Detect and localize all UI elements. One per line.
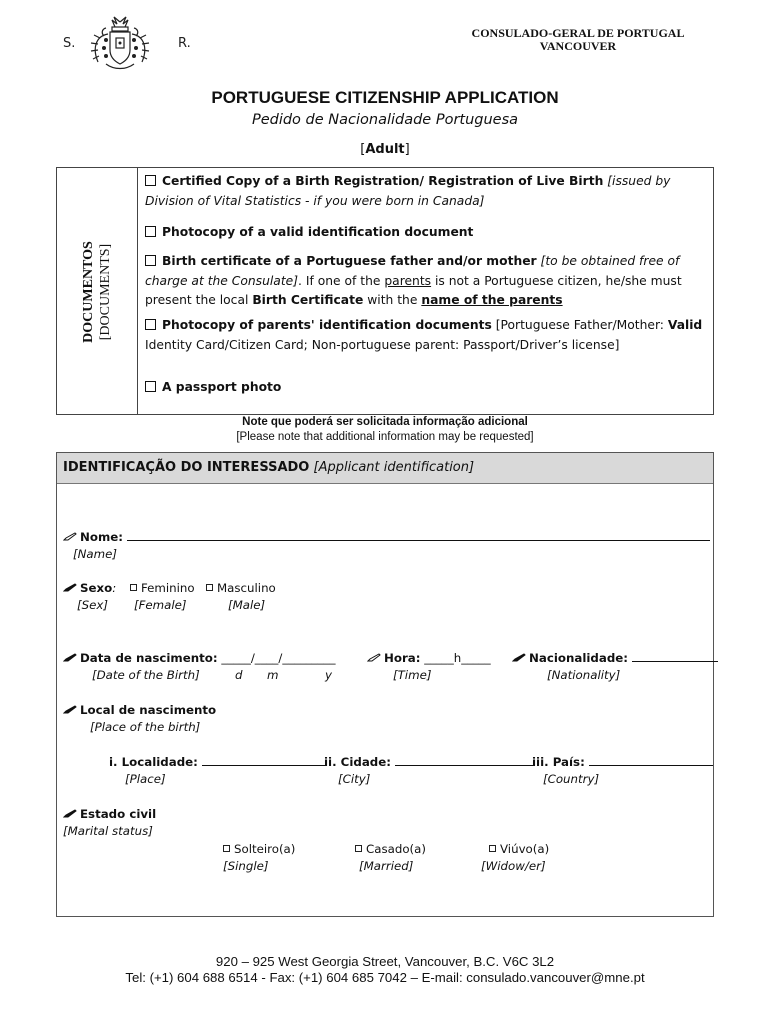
locality-label: i. Localidade: xyxy=(109,755,198,769)
single-label: Solteiro(a) xyxy=(234,842,296,856)
pencil-icon xyxy=(367,653,381,662)
married-option[interactable] xyxy=(355,842,426,857)
city-label-en: [City] xyxy=(338,772,371,786)
additional-info-note-pt: Note que poderá ser solicitada informação adicional xyxy=(242,416,528,428)
sex-label-en: [Sex] xyxy=(77,598,108,612)
item-note: [issued by Division of Vital Statistics - if you were born in Canada] xyxy=(145,174,671,208)
single-label-en: [Single] xyxy=(223,859,269,873)
bracket-open: [ xyxy=(360,142,366,157)
widow-label-en: [Widow/er] xyxy=(481,859,546,873)
widow-label: Viúvo(a) xyxy=(500,842,550,856)
sex-label-row xyxy=(63,581,116,596)
birth-date-field xyxy=(63,651,335,666)
widow-option[interactable] xyxy=(489,842,549,857)
female-label-en: [Female] xyxy=(134,598,187,612)
documents-side-cell xyxy=(57,168,138,414)
female-checkbox[interactable] xyxy=(130,584,137,591)
birth-time-field xyxy=(367,651,491,666)
marital-status-label: Estado civil xyxy=(80,807,157,821)
single-checkbox[interactable] xyxy=(223,845,230,852)
birth-date-month-hint: m xyxy=(267,668,279,682)
coat-of-arms-icon xyxy=(88,14,152,74)
document-item-id-photocopy xyxy=(145,223,711,243)
birthplace-heading xyxy=(63,703,216,718)
married-checkbox[interactable] xyxy=(355,845,362,852)
documents-label-pt: DOCUMENTOS xyxy=(81,241,96,343)
checkbox[interactable] xyxy=(145,175,156,186)
section-title-en: [Applicant identification] xyxy=(313,460,475,475)
document-item-birth-registration xyxy=(145,172,711,211)
pencil-icon xyxy=(512,653,526,662)
locality-label-en: [Place] xyxy=(125,772,166,786)
item-text-bold: Valid xyxy=(667,318,703,332)
nationality-field xyxy=(512,651,718,666)
consulate-heading xyxy=(448,27,708,53)
locality-input-line[interactable] xyxy=(202,755,326,766)
sex-colon: : xyxy=(112,581,117,595)
pencil-icon xyxy=(63,583,77,592)
document-item-parent-birth-certificate xyxy=(145,252,711,311)
item-title: Photocopy of parents' identification documents xyxy=(162,318,492,332)
widow-checkbox[interactable] xyxy=(489,845,496,852)
birth-time-label: Hora: xyxy=(384,651,421,665)
documents-side-label xyxy=(80,241,114,343)
section-title: IDENTIFICAÇÃO DO INTERESSADO xyxy=(63,460,310,475)
applicant-identification-section xyxy=(56,452,714,917)
item-title: Certified Copy of a Birth Registration/ Registration of Live Birth xyxy=(162,174,604,188)
checkbox[interactable] xyxy=(145,226,156,237)
item-title: Birth certificate of a Portuguese father and/or mother xyxy=(162,254,537,268)
page-subtitle: Pedido de Nacionalidade Portuguesa xyxy=(251,112,519,128)
item-text: with the xyxy=(363,293,422,307)
additional-info-note-en: [Please note that additional information may be requested] xyxy=(236,431,534,443)
pencil-icon xyxy=(63,653,77,662)
documents-label-en: [DOCUMENTS] xyxy=(98,243,113,341)
page-title: PORTUGUESE CITIZENSHIP APPLICATION xyxy=(211,88,559,107)
item-text: . If one of the xyxy=(298,273,385,288)
country-field xyxy=(532,755,713,770)
city-input-line[interactable] xyxy=(395,755,533,766)
bracket-close: ] xyxy=(404,142,410,157)
single-option[interactable] xyxy=(223,842,295,857)
male-checkbox[interactable] xyxy=(206,584,213,591)
item-text: Identity Card/Citizen Card; Non-portuguese parent: Passport/Driver’s license] xyxy=(145,337,620,352)
item-text-bold: Birth Certificate xyxy=(252,293,364,307)
birth-date-input[interactable]: _____/____/_________ xyxy=(221,651,336,665)
name-label: Nome: xyxy=(80,530,123,544)
checkbox[interactable] xyxy=(145,319,156,330)
document-item-parents-id xyxy=(145,316,711,355)
checkbox[interactable] xyxy=(145,381,156,392)
birthplace-label: Local de nascimento xyxy=(80,703,217,717)
nationality-input-line[interactable] xyxy=(632,651,718,662)
city-field xyxy=(324,755,533,770)
item-title: Photocopy of a valid identification document xyxy=(162,225,474,239)
country-input-line[interactable] xyxy=(589,755,713,766)
female-option[interactable] xyxy=(130,581,195,596)
item-text: is not a Portuguese citizen, he/she must present the local xyxy=(145,273,682,307)
consulate-address: 920 – 925 West Georgia Street, Vancouver, B.C. V6C 3L2 xyxy=(215,954,555,969)
male-label-en: [Male] xyxy=(228,598,266,612)
seal-letter-s: S. xyxy=(63,36,76,51)
city-label: ii. Cidade: xyxy=(324,755,391,769)
name-label-en: [Name] xyxy=(73,547,118,561)
birth-time-label-en: [Time] xyxy=(393,668,432,682)
marital-status-heading xyxy=(63,807,156,822)
consulate-name: CONSULADO-GERAL DE PORTUGAL xyxy=(471,26,685,40)
country-label: iii. País: xyxy=(532,755,585,769)
name-input-line[interactable] xyxy=(127,530,710,541)
pencil-icon xyxy=(63,532,77,541)
birth-date-label-en: [Date of the Birth] xyxy=(92,668,200,682)
country-label-en: [Country] xyxy=(543,772,600,786)
married-label: Casado(a) xyxy=(366,842,426,856)
birthplace-label-en: [Place of the birth] xyxy=(90,720,201,734)
documents-table xyxy=(56,167,714,415)
pencil-icon xyxy=(63,809,77,818)
pencil-icon xyxy=(63,705,77,714)
male-option[interactable] xyxy=(206,581,276,596)
consulate-city: VANCOUVER xyxy=(539,39,617,53)
item-title: A passport photo xyxy=(162,380,282,394)
birth-date-year-hint: y xyxy=(325,668,332,682)
female-label: Feminino xyxy=(141,581,195,595)
birth-time-input[interactable]: _____h_____ xyxy=(424,651,491,665)
nationality-label: Nacionalidade: xyxy=(529,651,628,665)
category-label: Adult xyxy=(365,142,405,157)
married-label-en: [Married] xyxy=(359,859,414,873)
birth-date-day-hint: d xyxy=(235,668,243,682)
section-header xyxy=(57,453,713,484)
locality-field xyxy=(109,755,326,770)
checkbox[interactable] xyxy=(145,255,156,266)
seal-letter-r: R. xyxy=(178,36,191,51)
nationality-label-en: [Nationality] xyxy=(547,668,621,682)
item-note: [to be obtained free of charge at the Consulate] xyxy=(145,254,680,288)
item-text-bold-underlined: name of the parents xyxy=(421,293,563,307)
sex-label: Sexo xyxy=(80,581,113,595)
item-text: [Portuguese Father/Mother: xyxy=(491,318,668,332)
document-item-passport-photo xyxy=(145,378,711,398)
applicant-category xyxy=(0,142,770,157)
male-label: Masculino xyxy=(217,581,276,595)
name-field xyxy=(63,530,710,545)
consulate-contact: Tel: (+1) 604 688 6514 - Fax: (+1) 604 685 7042 – E-mail: consulado.vancouver@mne.pt xyxy=(125,970,645,985)
marital-status-label-en: [Marital status] xyxy=(63,824,153,838)
item-text-underlined: parents xyxy=(384,273,432,288)
birth-date-label: Data de nascimento: xyxy=(80,651,218,665)
